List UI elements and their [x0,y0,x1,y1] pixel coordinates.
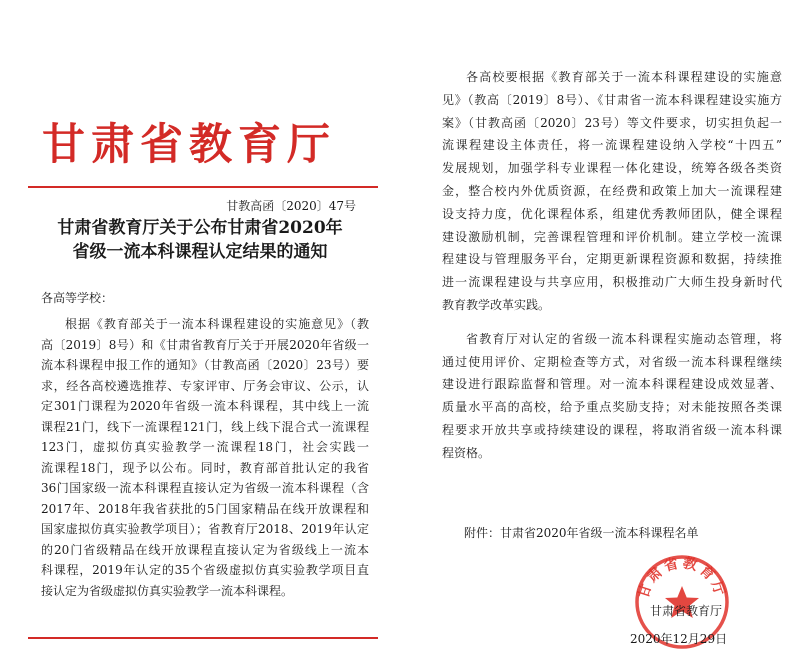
body-line: 设支持力度，优化课程体系，组建优秀教师团队，健全课程 [442,206,782,221]
body-line: 程要求开放共享或持续建设的课程，将取消省级一流本科课 [442,422,782,437]
body-line: 案》（甘教高函〔2020〕23号）等文件要求，切实担负起一 [442,115,782,130]
body-text-right [442,66,782,465]
body-line: 质量水平高的高校，给予重点奖励支持；对未能按照各类课 [442,400,782,415]
title-line: 甘肃省教育厅关于公布甘肃省2020年 [57,218,343,238]
attachment-note: 附件：甘肃省2020年省级一流本科课程名单 [464,526,699,540]
body-line: 程建设与管理服务平台，定期更新课程资源和数据，持续推 [442,252,782,267]
body-line: 建设激励机制，完善课程管理和评价机制。建立学校一流课 [442,229,782,244]
notice-title [30,216,370,264]
body-line: 123门，虚拟仿真实验教学一流课程18门，社会实践一 [41,440,369,454]
body-line: 接认定为省级虚拟仿真实验教学一流本科课程。 [41,583,294,598]
body-line: 流课程建设主体责任，将一流课程建设纳入学校“十四五” [442,138,782,153]
body-line: 流本科课程申报工作的通知》（甘教高函〔2020〕23号）要 [41,358,369,372]
body-line: 课程21门，线下一流课程121门，线上线下混合式一流课程 [41,419,369,434]
body-line: 的20门省级精品在线开放课程直接认定为省级线上一流本 [41,542,369,557]
left-page [0,0,400,672]
svg-text:甘肃省教育厅: 甘肃省教育厅 [635,555,729,601]
body-line: 见》（教高〔2019〕8号）、《甘肃省一流本科课程建设实施方 [442,92,782,107]
issue-date: 2020年12月29日 [630,632,728,646]
signer-name: 甘肃省教育厅 [650,604,723,618]
body-line: 流课程18门，现予以公布。同时，教育部首批认定的我省 [41,460,369,475]
body-line: 各高校要根据《教育部关于一流本科课程建设的实施意 [466,70,782,84]
salutation: 各高等学校： [41,291,114,305]
body-line: 科课程，2019年认定的35个省级虚拟仿真实验教学项目直 [41,563,369,577]
body-line: 定301门课程为2020年省级一流本科课程，其中线上一流 [41,399,369,413]
red-divider-bottom [28,637,378,639]
red-divider-top [28,186,378,188]
body-line: 教育教学改革实践。 [442,297,551,312]
body-line: 建设进行跟踪监督和管理。对一流本科课程建设成效显著、 [442,377,782,392]
body-line: 国家虚拟仿真实验教学项目）；省教育厅2018、2019年认定 [41,522,369,536]
body-line: 进一流课程建设与共享应用，积极推动广大师生投身新时代 [442,275,782,290]
body-line: 2017年、2018年我省获批的5门国家精品在线开放课程和 [41,501,369,516]
paragraph-gap [442,317,782,328]
body-text-left [41,314,369,601]
body-line: 发展规划，加强学科专业课程一体化建设，统筹各级各类资 [442,161,782,176]
document-number: 甘教高函〔2020〕47号 [226,199,356,213]
body-line: 根据《教育部关于一流本科课程建设的实施意见》（教 [65,317,369,331]
title-line: 省级一流本科课程认定结果的通知 [72,242,328,262]
right-page [402,0,802,672]
body-line: 通过使用评价、定期检查等方式，对省级一流本科课程继续 [442,354,782,369]
body-line: 36门国家级一流本科课程直接认定为省级一流本科课程（含 [41,481,369,495]
body-line: 省教育厅对认定的省级一流本科课程实施动态管理，将 [466,331,782,346]
body-line: 程资格。 [442,445,491,460]
body-line: 高〔2019〕8号）和《甘肃省教育厅关于开展2020年省级一 [41,337,369,352]
body-line: 求，经各高校遴选推荐、专家评审、厅务会审议、公示，认 [41,378,369,393]
body-line: 金，整合校内外优质资源，在经费和政策上加大一流课程建 [442,183,782,198]
agency-header: 甘肃省教育厅 [42,120,336,170]
